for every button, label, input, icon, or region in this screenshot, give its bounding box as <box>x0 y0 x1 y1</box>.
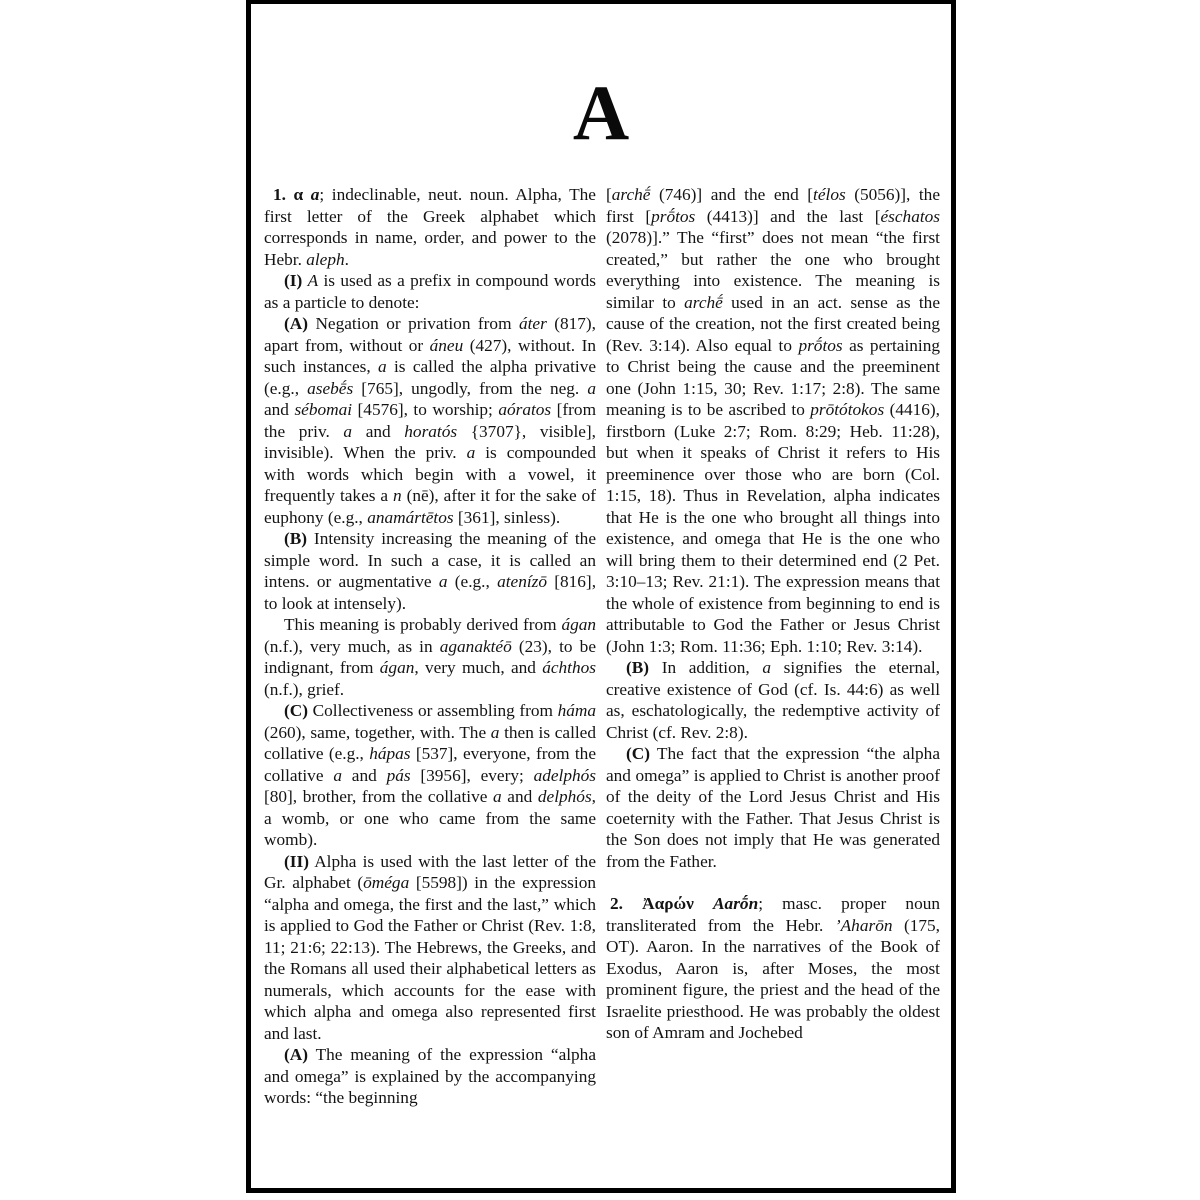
text-segment: [from the priv. <box>264 400 597 441</box>
text-segment: [5598]) in the expression “alpha and omega, the first and the last,” which is applied to God the Father or Christ (Rev. 1:8, 11; 21:6; 22:13). The Hebrews, the Greeks, and the Romans all used their alphabetical letters as numerals, which accounts for the ease with which alpha and omega also represented first and last. <box>264 873 596 1043</box>
left-column-paragraph-6 <box>264 700 596 851</box>
left-column-paragraph-2 <box>264 270 596 313</box>
text-segment: a <box>587 378 596 398</box>
text-segment: prṓtos <box>798 335 843 355</box>
text-segment: a <box>333 765 342 785</box>
text-segment: [4576], to worship; <box>352 400 499 419</box>
right-column <box>606 184 940 1109</box>
text-segment: Negation or privation from <box>308 314 519 333</box>
text-segment: as pertaining to Christ being the cause and the preeminent one (John 1:15, 30; Rev. 1:17; 2:8). The same meaning is to be ascribed to <box>606 335 940 419</box>
text-segment: (B) <box>626 658 650 677</box>
text-segment: and <box>341 765 387 785</box>
text-segment: 1. α <box>273 185 311 204</box>
text-segment: (817), apart from, without or <box>264 314 596 355</box>
text-segment: pás <box>386 765 411 785</box>
text-segment: [3956], every; <box>410 765 534 785</box>
text-segment: a <box>490 722 500 742</box>
text-segment: a <box>438 572 448 591</box>
text-segment: (746)] and the end [ <box>650 185 814 204</box>
text-segment: (175, OT). Aaron. In the narratives of the Book of Exodus, Aaron is, after Moses, the most prominent figure, the priest and the head of the Israelite priesthood. He was probably the oldest son of Amram and Jochebed <box>606 915 940 1042</box>
text-segment: prōtótokos <box>810 400 885 419</box>
text-segment: a <box>310 185 320 204</box>
left-column-paragraph-8 <box>264 1044 596 1109</box>
text-segment: Collectiveness or assembling from <box>308 701 558 720</box>
text-segment: ; masc. proper noun transliterated from the Hebr. <box>606 894 940 935</box>
text-segment: hápas <box>369 744 411 763</box>
text-segment: archḗ <box>611 185 651 204</box>
text-segment: . <box>344 249 349 269</box>
text-segment: ’Aharōn <box>834 915 893 935</box>
text-segment: atenízō <box>497 572 547 591</box>
left-column-paragraph-1 <box>264 184 596 270</box>
text-segment: [816], to look at intensely). <box>264 572 597 613</box>
text-segment: {3707}, visible], invisible). When the priv. <box>264 421 596 462</box>
left-column <box>264 184 596 1109</box>
left-column-paragraph-7 <box>264 851 596 1045</box>
text-segment: a <box>762 658 772 677</box>
text-segment: [361], sinless). <box>453 507 561 527</box>
text-segment: (e.g., <box>447 572 498 591</box>
text-segment: , very much, and <box>414 658 543 677</box>
text-segment: aleph <box>306 249 345 269</box>
text-segment: archḗ <box>684 292 723 312</box>
text-segment: Aarṓn <box>713 894 759 913</box>
text-segment: (n.f.), grief. <box>264 679 345 699</box>
text-segment: (5056)], the first [ <box>606 185 940 226</box>
text-segment: (23), to be indignant, from <box>264 636 596 677</box>
right-column-paragraph-1 <box>606 184 940 657</box>
text-segment: Alpha is used with the last letter of the Gr. alphabet ( <box>264 851 596 892</box>
text-segment: [765], ungodly, from the neg. <box>353 378 588 398</box>
text-columns <box>264 184 940 1109</box>
text-segment: signifies the eternal, creative existence of God (cf. Is. 44:6) as well as, eschatologically, the redemptive activity of Christ (cf. Rev. 2:8). <box>606 658 940 742</box>
text-segment: and <box>501 787 538 806</box>
page-frame <box>246 0 956 1193</box>
text-segment: ; indeclinable, neut. noun. Alpha, The first letter of the Greek alphabet which corresponds in name, order, and power to the Hebr. <box>264 185 596 269</box>
text-segment: (2078)].” The “first” does not mean “the first created,” but rather the one who brought everything into existence. The meaning is similar to <box>606 228 940 312</box>
right-column-paragraph-2 <box>606 657 940 743</box>
text-segment: is called the alpha privative (e.g., <box>264 357 597 398</box>
text-segment: [ <box>606 185 612 204</box>
text-segment: télos <box>813 185 846 204</box>
text-segment: áter <box>518 314 547 333</box>
text-segment: Intensity increasing the meaning of the simple word. In such a case, it is called an intens. or augmentative <box>264 529 596 591</box>
text-segment: The fact that the expression “the alpha and omega” is applied to Christ is another proof of the deity of the Lord Jesus Christ and His coeternity with the Father. That Jesus Christ is the Son does not imply that He was generated from the Father. <box>606 744 940 871</box>
text-segment: sébomai <box>294 400 353 419</box>
text-segment: (A) <box>284 314 308 333</box>
text-segment: asebḗs <box>307 378 354 398</box>
text-segment: [537], everyone, from the collative <box>264 744 596 785</box>
right-column-paragraph-4 <box>606 893 940 1044</box>
text-segment: and <box>352 421 405 441</box>
text-segment: áneu <box>429 335 464 355</box>
text-segment: (427), without. In such instances, <box>264 335 596 376</box>
text-segment: [80], brother, from the collative <box>264 787 494 806</box>
text-segment: The meaning of the expression “alpha and omega” is explained by the accompanying words: “the beginning <box>264 1045 596 1107</box>
text-segment: aganaktéō <box>439 636 512 656</box>
text-segment: a <box>466 443 476 462</box>
text-segment: áchthos <box>542 658 596 677</box>
text-segment: (4413)] and the last [ <box>695 206 881 226</box>
text-segment: ágan <box>379 658 415 677</box>
text-segment: (II) <box>284 851 309 871</box>
text-segment: (260), same, together, with. The <box>264 722 491 742</box>
text-segment: (I) <box>284 271 303 290</box>
text-segment: (C) <box>626 744 650 763</box>
text-segment: 2. Ἀαρών <box>610 894 714 913</box>
text-segment: anamártētos <box>367 507 454 527</box>
text-segment: , a womb, or one who came from the same womb). <box>264 787 596 849</box>
text-segment: háma <box>557 701 596 720</box>
text-segment: (A) <box>284 1045 308 1064</box>
text-segment: is compounded with words which begin with a vowel, it frequently takes a <box>264 443 596 505</box>
left-column-paragraph-5 <box>264 614 596 700</box>
text-segment: a <box>378 357 387 376</box>
text-segment: then is called collative (e.g., <box>264 722 596 763</box>
section-heading-letter: A <box>572 69 630 156</box>
text-segment: n <box>393 486 402 505</box>
text-segment: adelphós <box>533 765 597 785</box>
text-segment: (4416), firstborn (Luke 2:7; Rom. 8:29; Heb. 11:28), but when it speaks of Christ it refers to His preeminence over those who are born (Col. 1:15, 18). Thus in Revelation, alpha indicates that He is the one who brought all things into existence, and omega that He is the one who will bring them to their determined end (2 Pet. 3:10–13; Rev. 21:1). The expression means that the whole of existence from beginning to end is attributable to God the Father or Jesus Christ (John 1:3; Rom. 11:36; Eph. 1:10; Rev. 3:14). <box>606 400 940 656</box>
text-segment: A <box>307 271 319 290</box>
left-column-paragraph-3 <box>264 313 596 528</box>
text-segment: and <box>264 400 295 419</box>
text-segment: is used as a prefix in compound words as a particle to denote: <box>264 271 596 312</box>
text-segment: In addition, <box>649 658 763 677</box>
text-segment: (B) <box>284 529 308 548</box>
text-segment: (nē), after it for the sake of euphony (e.g., <box>264 486 596 527</box>
text-segment: éschatos <box>880 206 940 226</box>
text-segment: horatós <box>404 421 458 441</box>
text-segment: used in an act. sense as the cause of the creation, not the first created being (Rev. 3:14). Also equal to <box>606 292 940 355</box>
text-segment: This meaning is probably derived from <box>284 615 562 634</box>
text-segment: a <box>493 787 502 806</box>
text-segment: aóratos <box>498 400 552 419</box>
text-segment: (C) <box>284 701 308 720</box>
left-column-paragraph-4 <box>264 528 596 614</box>
text-segment: ōméga <box>363 873 410 892</box>
text-segment: delphós <box>537 787 592 806</box>
text-segment: a <box>343 421 353 441</box>
text-segment: (n.f.), very much, as in <box>264 636 440 656</box>
text-segment: ágan <box>561 615 596 634</box>
text-segment: prṓtos <box>651 206 696 226</box>
right-column-paragraph-3 <box>606 743 940 872</box>
